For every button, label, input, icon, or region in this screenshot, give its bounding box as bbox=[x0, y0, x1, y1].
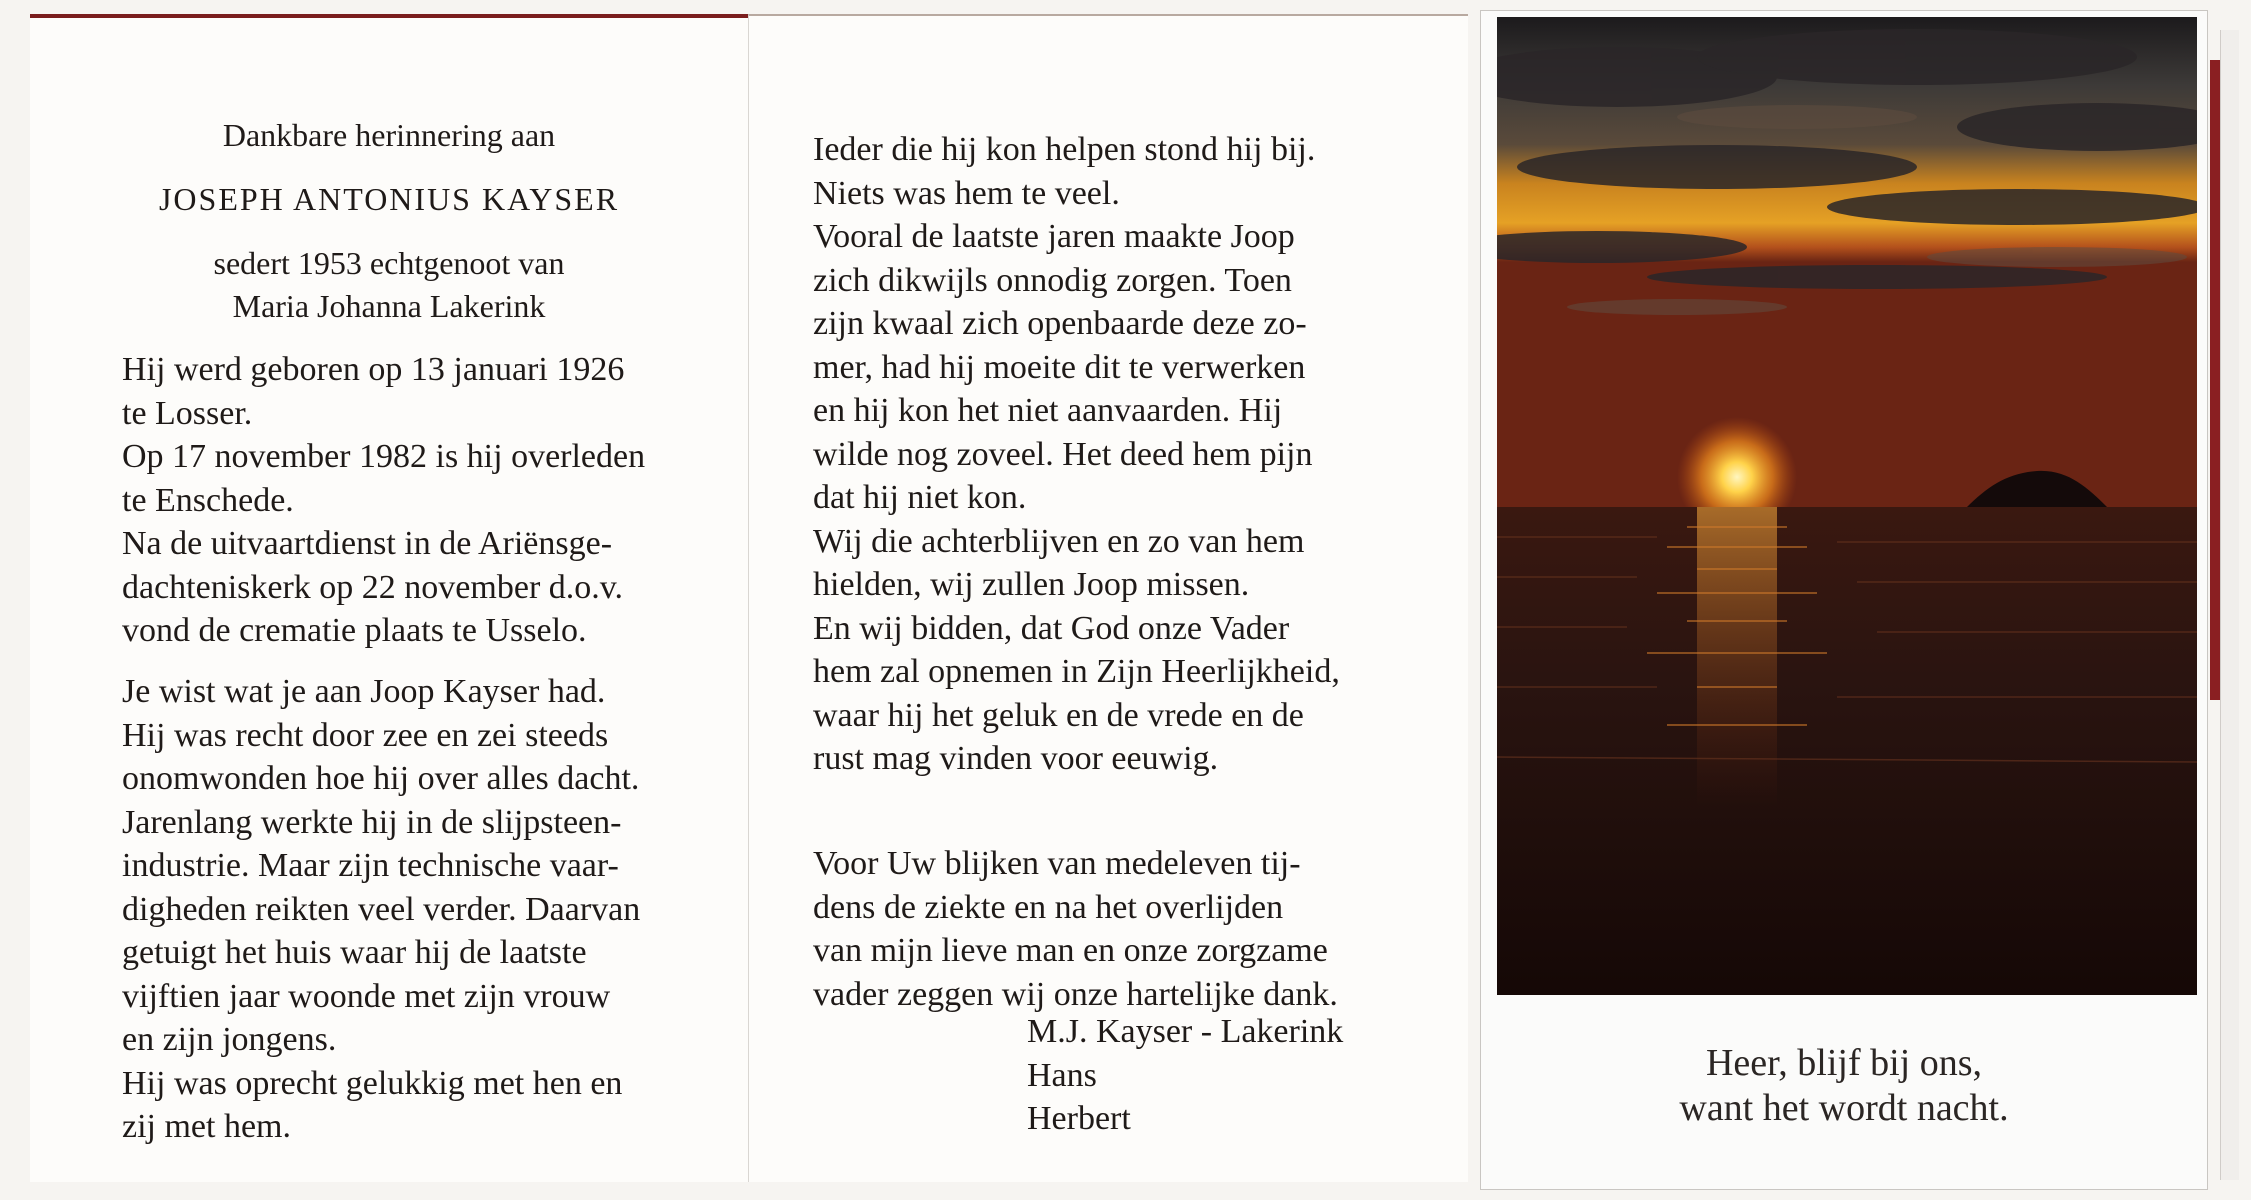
text-line: industrie. Maar zijn technische vaar- bbox=[122, 847, 619, 884]
right-page bbox=[1480, 10, 2208, 1190]
sunset-photo bbox=[1497, 17, 2197, 995]
prayer-caption bbox=[1481, 1041, 2207, 1131]
text-line: van mijn lieve man en onze zorgzame bbox=[813, 932, 1328, 969]
text-line: mer, had hij moeite dit te verwerken bbox=[813, 348, 1306, 386]
text-line: Niets was hem te veel. bbox=[813, 174, 1120, 212]
memorial-header bbox=[30, 114, 748, 328]
remembrance-paragraph bbox=[813, 128, 1365, 781]
text-line: vijftien jaar woonde met zijn vrouw bbox=[122, 977, 611, 1015]
text-line: zij met hem. bbox=[122, 1108, 292, 1145]
text-line: Hij was recht door zee en zei steeds bbox=[122, 716, 609, 754]
text-line: Hij werd geboren op 13 januari 1926 bbox=[122, 351, 625, 388]
text-line: en hij kon het niet aanvaarden. Hij bbox=[813, 392, 1283, 429]
card-edge-red bbox=[2210, 60, 2220, 700]
signatories bbox=[1027, 1010, 1343, 1141]
text-line: te Enschede. bbox=[122, 481, 294, 519]
text-line: Op 17 november 1982 is hij overleden bbox=[122, 438, 646, 475]
text-line: dat hij niet kon. bbox=[813, 479, 1027, 516]
text-line: vond de crematie plaats te Usselo. bbox=[122, 612, 587, 649]
middle-page bbox=[748, 14, 1468, 1182]
biography-paragraph bbox=[122, 348, 702, 653]
text-line: Hij was oprecht gelukkig met hen en bbox=[122, 1064, 623, 1102]
text-line: Ieder die hij kon helpen stond hij bij. bbox=[813, 131, 1316, 168]
text-line: dachteniskerk op 22 november d.o.v. bbox=[122, 568, 624, 606]
text-line: En wij bidden, dat God onze Vader bbox=[813, 609, 1290, 647]
caption-line-2: want het wordt nacht. bbox=[1679, 1087, 2009, 1129]
spouse-line-2: Maria Johanna Lakerink bbox=[232, 288, 546, 324]
tribute-paragraph bbox=[122, 670, 702, 1149]
text-line: Wij die achterblijven en zo van hem bbox=[813, 522, 1305, 560]
text-line: zich dikwijls onnodig zorgen. Toen bbox=[813, 261, 1292, 299]
text-line: Jarenlang werkte hij in de slijpsteen- bbox=[122, 803, 622, 841]
text-line: dens de ziekte en na het overlijden bbox=[813, 888, 1284, 926]
thanks-paragraph bbox=[813, 842, 1365, 1016]
card-edge-back bbox=[2220, 30, 2239, 1180]
intro-line: Dankbare herinnering aan bbox=[222, 117, 556, 153]
text-line: getuigt het huis waar hij de laatste bbox=[122, 934, 587, 971]
text-line: vader zeggen wij onze hartelijke dank. bbox=[813, 975, 1338, 1013]
sunset-sea-image bbox=[1497, 17, 2197, 995]
text-line: Voor Uw blijken van medeleven tij- bbox=[813, 845, 1301, 882]
text-line: rust mag vinden voor eeuwig. bbox=[813, 740, 1219, 777]
text-line: waar hij het geluk en de vrede en de bbox=[813, 696, 1304, 734]
text-line: te Losser. bbox=[122, 394, 253, 432]
spouse-line-1: sedert 1953 echtgenoot van bbox=[213, 245, 565, 281]
text-line: wilde nog zoveel. Het deed hem pijn bbox=[813, 435, 1313, 473]
signer-name: Hans bbox=[1027, 1056, 1097, 1094]
text-line: en zijn jongens. bbox=[122, 1021, 337, 1058]
text-line: Vooral de laatste jaren maakte Joop bbox=[813, 218, 1295, 255]
text-line: Na de uitvaartdienst in de Ariënsge- bbox=[122, 525, 613, 562]
deceased-name: JOSEPH ANTONIUS KAYSER bbox=[158, 181, 620, 217]
text-line: hielden, wij zullen Joop missen. bbox=[813, 566, 1250, 603]
text-line: zijn kwaal zich openbaarde deze zo- bbox=[813, 305, 1307, 342]
signer-name: M.J. Kayser - Lakerink bbox=[1027, 1013, 1344, 1050]
caption-line-1: Heer, blijf bij ons, bbox=[1705, 1042, 1983, 1084]
text-line: onomwonden hoe hij over alles dacht. bbox=[122, 760, 640, 797]
left-page bbox=[30, 14, 748, 1182]
text-line: digheden reikten veel verder. Daarvan bbox=[122, 890, 641, 928]
signer-name: Herbert bbox=[1027, 1100, 1131, 1137]
text-line: Je wist wat je aan Joop Kayser had. bbox=[122, 673, 606, 710]
text-line: hem zal opnemen in Zijn Heerlijkheid, bbox=[813, 653, 1340, 690]
